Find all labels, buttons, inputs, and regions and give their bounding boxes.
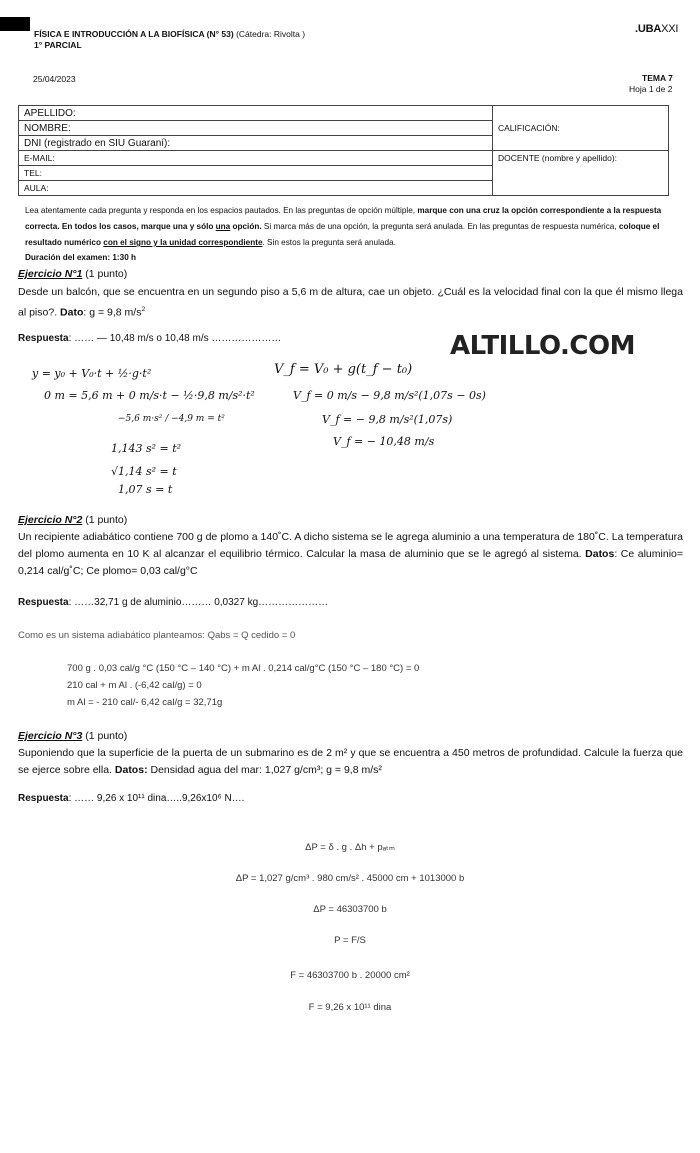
- ej1-title: Ejercicio N°1 (1 punto): [18, 268, 128, 280]
- exam-date: 25/04/2023: [33, 74, 76, 84]
- ej1-eq-left-5: √1,14 s² = t: [111, 465, 177, 478]
- ej3-calc-1: ΔP = δ . g . Δh + pₐₜₘ: [305, 842, 395, 853]
- page-count: Hoja 1 de 2: [629, 84, 673, 94]
- tel-field[interactable]: TEL:: [19, 166, 493, 181]
- ej1-eq-left-4: 1,143 s² = t²: [111, 442, 182, 455]
- altillo-watermark: ALTILLO.COM: [450, 331, 635, 361]
- ej1-eq-right-2: V_f = 0 m/s − 9,8 m/s²(1,07s − 0s): [293, 389, 486, 402]
- ej2-calc-2: 210 cal + m Al . (-6,42 cal/g) = 0: [67, 680, 202, 691]
- ej3-calc-5: F = 46303700 b . 20000 cm²: [290, 970, 410, 981]
- uba-logo: .UBAXXI: [635, 23, 679, 35]
- ej3-calc-2: ΔP = 1,027 g/cm³ . 980 cm/s² . 45000 cm + 1013000 b: [235, 873, 465, 884]
- ej1-answer: Respuesta: …… — 10,48 m/s o 10,48 m/s …………………: [18, 333, 282, 344]
- ej3-calc-6: F = 9,26 x 10¹¹ dina: [308, 1002, 392, 1013]
- tema-label: TEMA 7: [642, 73, 673, 83]
- ej2-statement: Un recipiente adiabático contiene 700 g de plomo a 140˚C. A dicho sistema se le agrega aluminio a una temperatura de 180˚C. La temperatura del plomo aumenta en 10 K al alcanzar el equilibrio térmico. Calcular la masa de aluminio que se le agregó al sistema. Datos: Ce aluminio= 0,214 cal/g˚C; Ce plomo= 0,03 cal/g°C: [18, 531, 683, 577]
- ej1-eq-left-6: 1,07 s = t: [118, 483, 173, 496]
- ej3-calc-4: P = F/S: [334, 935, 366, 946]
- student-info-table: [18, 105, 669, 196]
- ej1-eq-left-2: 0 m = 5,6 m + 0 m/s·t − ½·9,8 m/s²·t²: [44, 389, 255, 402]
- calificacion-field[interactable]: CALIFICACIÓN:: [493, 106, 669, 151]
- dni-field[interactable]: DNI (registrado en SIU Guaraní):: [19, 136, 493, 151]
- ej2-calc-1: 700 g . 0,03 cal/g °C (150 °C – 140 °C) + m Al . 0,214 cal/g°C (150 °C – 180 °C) = 0: [67, 663, 420, 674]
- nombre-field[interactable]: NOMBRE:: [19, 121, 493, 136]
- course-title: FÍSICA E INTRODUCCIÓN A LA BIOFÍSICA (N° 53) (Cátedra: Rivolta ): [34, 29, 306, 39]
- ej2-calc-3: m Al = - 210 cal/- 6,42 cal/g = 32,71g: [67, 697, 223, 708]
- docente-field[interactable]: DOCENTE (nombre y apellido):: [493, 151, 669, 196]
- ej1-eq-right-1: V_f = V₀ + g(t_f − t₀): [274, 362, 413, 377]
- ej3-answer: Respuesta: …… 9,26 x 10¹¹ dina…..9,26x10⁶ N….: [18, 793, 245, 804]
- email-field[interactable]: E-MAIL:: [19, 151, 493, 166]
- instructions: Lea atentamente cada pregunta y responda en los espacios pautados. En las preguntas de opción múltiple, marque con una cruz la opción correspondiente a la respuesta correcta. En todos los casos, marque una y sólo una opción. Si marca más de una opción, la pregunta será anulada. En las preguntas de respuesta numérica, coloque el resultado numérico con el signo y la unidad correspondiente. Sin estos la pregunta será anulada. Duración del examen: 1:30 h: [25, 203, 685, 264]
- ej3-calc-3: ΔP = 46303700 b: [313, 904, 387, 915]
- apellido-field[interactable]: APELLIDO:: [19, 106, 493, 121]
- exam-name: 1° PARCIAL: [34, 40, 82, 50]
- ej3-title: Ejercicio N°3 (1 punto): [18, 730, 128, 742]
- redaction-block: [0, 17, 30, 31]
- aula-field[interactable]: AULA:: [19, 181, 493, 196]
- ej2-title: Ejercicio N°2 (1 punto): [18, 514, 128, 526]
- ej2-answer: Respuesta: ……32,71 g de aluminio……… 0,0327 kg…………………: [18, 597, 329, 608]
- ej3-statement: Suponiendo que la superficie de la puerta de un submarino es de 2 m² y que se encuentra a 450 metros de profundidad. Calcule la fuerza que se ejerce sobre ella. Datos: Densidad agua del mar: 1,027 g/cm³; g = 9,8 m/s²: [18, 747, 683, 776]
- exam-duration: Duración del examen: 1:30 h: [25, 253, 137, 262]
- ej2-intro: Como es un sistema adiabático planteamos: Qabs = Q cedido = 0: [18, 630, 296, 641]
- ej1-eq-right-3: V_f = − 9,8 m/s²(1,07s): [322, 413, 453, 426]
- ej1-statement: Desde un balcón, que se encuentra en un segundo piso a 5,6 m de altura, cae un objeto. ¿Cuál es la velocidad final con la que él mismo llega al piso?. Dato: g = 9,8 $m/s^2$: [18, 286, 683, 319]
- ej1-eq-left-3: −5,6 m·s² / −4,9 m = t²: [118, 414, 225, 424]
- ej1-eq-left-1: y = y₀ + V₀·t + ½·g·t²: [32, 367, 152, 380]
- ej1-eq-right-4: V_f = − 10,48 m/s: [333, 435, 435, 448]
